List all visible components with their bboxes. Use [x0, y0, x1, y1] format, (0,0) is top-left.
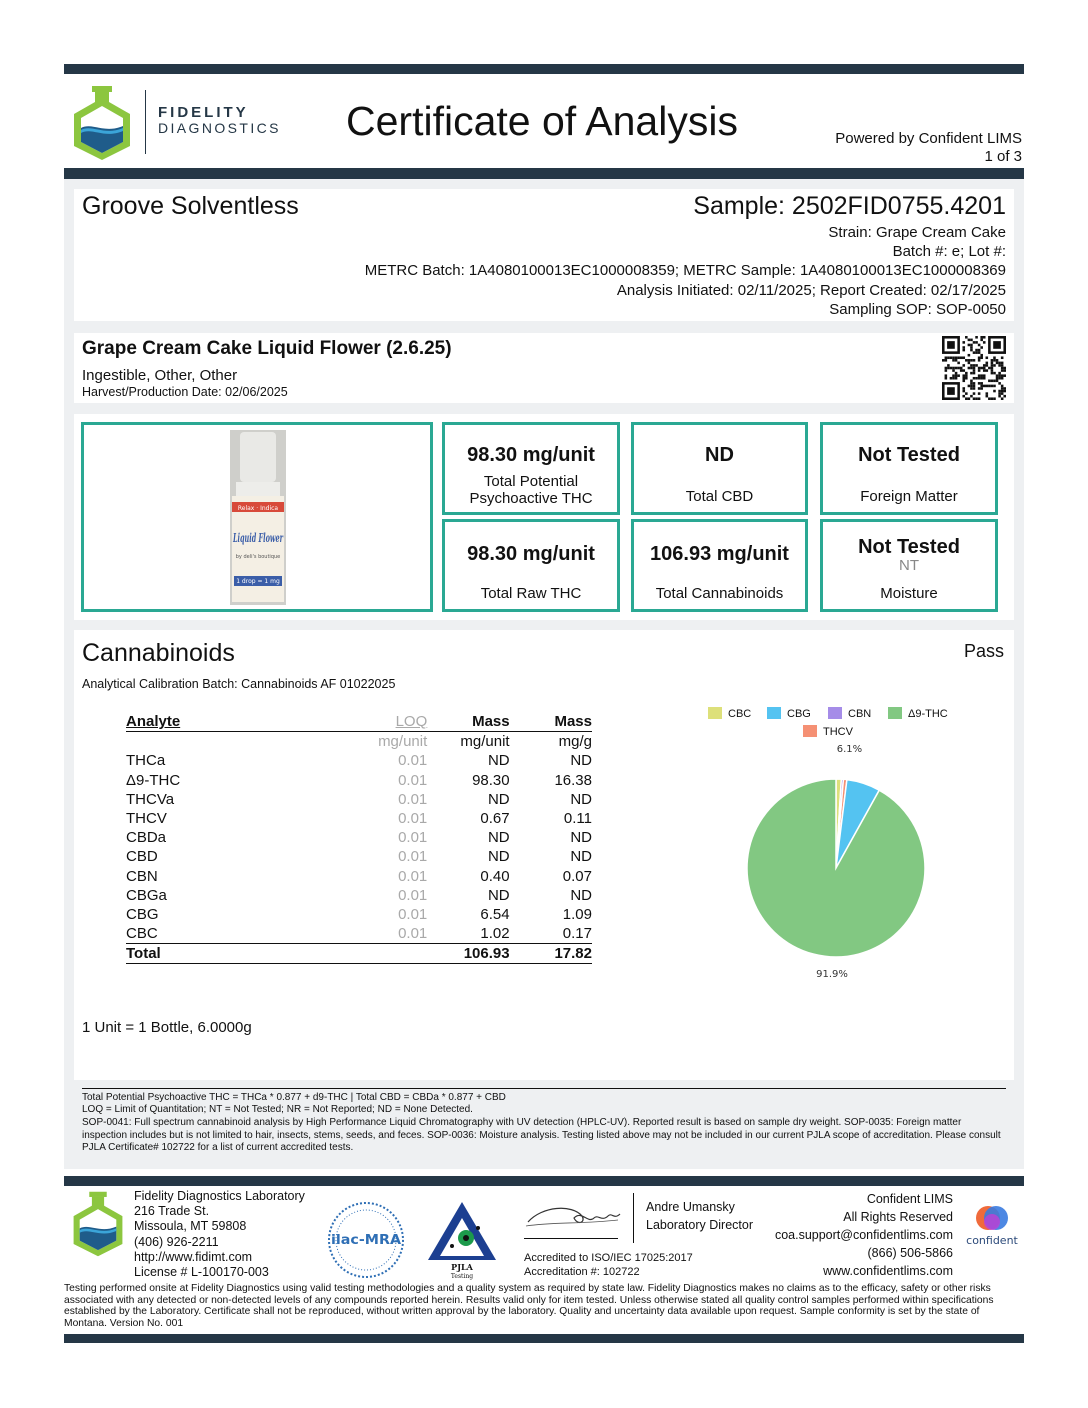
- mass-unit-cell: ND: [487, 752, 510, 770]
- summary-value: 98.30 mg/unit: [467, 543, 595, 565]
- page-title: Certificate of Analysis: [346, 98, 738, 144]
- analysis-dates: Analysis Initiated: 02/11/2025; Report Created: 02/17/2025: [616, 282, 1006, 299]
- loq-cell: 0.01: [398, 905, 428, 923]
- pjla-sub-text: Testing: [450, 1273, 474, 1280]
- powered-by: Powered by Confident LIMS: [835, 130, 1022, 147]
- strain: Strain: Grape Cream Cake: [828, 224, 1006, 241]
- flask-logo-small-icon: [70, 1190, 126, 1258]
- mass-unit-cell: ND: [487, 848, 510, 866]
- table-row: [126, 905, 592, 924]
- note-abbreviations: LOQ = Limit of Quantitation; NT = Not Tested; NR = Not Reported; ND = None Detected.: [82, 1104, 473, 1115]
- column-header: LOQ: [297, 712, 428, 732]
- legend-item: [888, 707, 948, 720]
- lims-rights: All Rights Reserved: [843, 1210, 953, 1224]
- ilac-mra-logo: [326, 1200, 406, 1280]
- legend-item: [708, 707, 751, 720]
- loq-cell: 0.01: [398, 771, 428, 789]
- column-header: Analyte: [126, 712, 297, 732]
- summary-label: Total CBD: [685, 488, 754, 505]
- mass-g-cell: 16.38: [554, 771, 592, 789]
- summary-label: Total Cannabinoids: [655, 585, 784, 602]
- product-bottle-image: [230, 430, 286, 605]
- lab-license: License # L-100170-003: [134, 1265, 269, 1280]
- summary-value: 98.30 mg/unit: [467, 444, 595, 466]
- bottom-bar: [64, 1334, 1024, 1343]
- mass-g-cell: mg/g: [558, 733, 592, 751]
- pie-slice-9thc: [747, 779, 925, 957]
- legend-swatch: [767, 707, 781, 719]
- mass-g-cell: 0.11: [563, 810, 592, 828]
- summary-total-cannabinoids: [631, 519, 808, 612]
- mass-g-cell: 0.17: [562, 925, 592, 943]
- flask-logo-icon: [70, 84, 134, 162]
- lims-contact: [775, 1190, 953, 1280]
- table-row: [126, 886, 592, 905]
- bottle-dose-text: 1 drop = 1 mg: [236, 578, 280, 585]
- mass-unit-cell: ND: [487, 886, 510, 904]
- cannabinoids-status: Pass: [963, 641, 1004, 661]
- loq-cell: 0.01: [398, 790, 428, 808]
- summary-value: Not Tested: [858, 536, 960, 558]
- summary-value: Not Tested: [858, 444, 960, 466]
- harvest-date: Harvest/Production Date: 02/06/2025: [82, 385, 288, 399]
- lims-phone: (866) 506-5866: [867, 1246, 953, 1260]
- client-name: Groove Solventless: [82, 192, 299, 220]
- table-row: [126, 790, 592, 809]
- top-bar: [64, 64, 1024, 74]
- mass-g-cell: 1.09: [562, 905, 592, 923]
- analyte-cell: CBDa: [126, 829, 167, 847]
- note-methods: SOP-0041: Full spectrum cannabinoid analysis by High Performance Liquid Chromatography with UV detection (HPLC-UV). Reported result is based on sample dry weight. SOP-0035: Foreign matter inspection includes but is not limited to hair, insects, stems, seeds, and feces. SOP-0036: Moisture analysis. Testing listed above may not be included in our current PJLA scope of accreditation. Please consult PJLA Certificate# 102722 for a list of current accredited tests.: [82, 1117, 1001, 1153]
- brand-name-top: FIDELITY: [158, 104, 249, 121]
- mass-unit-cell: 0.40: [480, 867, 510, 885]
- units-row: [126, 732, 592, 752]
- sampling-sop: Sampling SOP: SOP-0050: [829, 301, 1006, 318]
- page-number: 1 of 3: [984, 148, 1022, 165]
- mass-unit-cell: 106.93: [427, 944, 509, 964]
- loq-cell: 0.01: [398, 886, 428, 904]
- total-row: [126, 944, 592, 964]
- product-type: Ingestible, Other, Other: [82, 367, 238, 384]
- legend-label: THCV: [823, 726, 853, 738]
- summary-label: Total Raw THC: [480, 585, 582, 602]
- legend-label: CBN: [848, 708, 872, 720]
- bottle-top-text: Relax · Indica: [237, 505, 279, 512]
- lab-city: Missoula, MT 59808: [134, 1219, 247, 1234]
- legend-label: Δ9-THC: [908, 708, 948, 720]
- analyte-cell: [126, 732, 297, 752]
- legend-item: [828, 707, 871, 720]
- pjla-text: PJLA: [451, 1262, 473, 1272]
- table-row: [126, 771, 592, 790]
- summary-label: Total Potential Psychoactive THC: [469, 473, 593, 507]
- analyte-cell: CBC: [126, 925, 158, 943]
- bottle-brand-text: Liquid Flower: [232, 531, 284, 545]
- pjla-logo: [426, 1198, 500, 1280]
- table-row: [126, 828, 592, 847]
- table-header-row: [126, 712, 592, 732]
- mass-unit-cell: 0.67: [480, 810, 510, 828]
- legend-swatch: [803, 725, 817, 737]
- column-header: Mass: [427, 712, 509, 732]
- legend-label: CBC: [728, 708, 752, 720]
- summary-total-raw-thc: [442, 519, 620, 612]
- loq-cell: 0.01: [398, 925, 428, 943]
- legend-label: CBG: [787, 708, 811, 720]
- cannabinoids-table: [126, 712, 592, 964]
- loq-cell: [297, 944, 428, 964]
- analyte-cell: CBN: [126, 867, 158, 885]
- legend-swatch: [708, 707, 722, 719]
- confident-logo: [962, 1202, 1022, 1250]
- lab-street: 216 Trade St.: [134, 1204, 210, 1219]
- table-row: [126, 924, 592, 944]
- mass-g-cell: ND: [570, 790, 592, 808]
- mass-g-cell: 17.82: [510, 944, 592, 964]
- analyte-cell: CBGa: [126, 886, 167, 904]
- analyte-cell: CBD: [126, 848, 158, 866]
- unit-note: 1 Unit = 1 Bottle, 6.0000g: [82, 1019, 252, 1036]
- pie-data-label: 91.9%: [816, 969, 848, 980]
- lab-website[interactable]: http://www.fidimt.com: [134, 1249, 253, 1264]
- signature-divider: [633, 1193, 634, 1243]
- lab-phone: (406) 926-2211: [134, 1234, 219, 1249]
- loq-cell: mg/unit: [378, 733, 428, 751]
- summary-total-cbd: [631, 422, 808, 515]
- lab-address: [134, 1189, 305, 1280]
- signer-title: Laboratory Director: [646, 1218, 753, 1232]
- loq-cell: 0.01: [398, 752, 428, 770]
- analyte-cell: Δ9-THC: [126, 771, 181, 789]
- note-formulas: Total Potential Psychoactive THC = THCa * 0.877 + d9-THC | Total CBD = CBDa * 0.877 + CBD: [82, 1092, 506, 1103]
- pie-data-label: 6.1%: [836, 743, 863, 755]
- lims-website[interactable]: www.confidentlims.com: [823, 1264, 953, 1278]
- mass-unit-cell: ND: [487, 790, 510, 808]
- table-row: [126, 847, 592, 866]
- loq-cell: 0.01: [398, 810, 428, 828]
- notes-rule: [82, 1088, 1006, 1089]
- mass-g-cell: ND: [570, 752, 592, 770]
- legend-item: [767, 707, 811, 720]
- mass-unit-cell: 1.02: [480, 925, 510, 943]
- analyte-cell: Total: [126, 944, 297, 964]
- analyte-cell: THCa: [126, 752, 166, 770]
- analyte-cell: THCV: [126, 810, 167, 828]
- summary-moisture: [820, 519, 998, 612]
- metrc-info: METRC Batch: 1A4080100013EC1000008359; METRC Sample: 1A4080100013EC1000008369: [364, 262, 1006, 279]
- summary-foreign-matter: [820, 422, 998, 515]
- disclaimer: Testing performed onsite at Fidelity Diagnostics using valid testing methodologies and a quality system as required by state law. Fidelity Diagnostics makes no claims as to the efficacy, safety or other risks associated with any detected or non-detected levels of any compounds reported herein. Results valid only for item tested. Unless otherwise stated all quality control samples performed within specifications established by the Laboratory. Certificate shall not be reproduced, without written approval by the laboratory. Quality and uncertainty data available upon request. Sample conformity is set by the state of Montana. Version No. 001: [64, 1283, 994, 1329]
- lab-name: Fidelity Diagnostics Laboratory: [134, 1189, 305, 1203]
- analyte-cell: THCVa: [126, 790, 175, 808]
- batch: Batch #: e; Lot #:: [892, 243, 1006, 260]
- brand-divider: [145, 90, 146, 154]
- footer-top-bar: [64, 1176, 1024, 1186]
- legend-swatch: [888, 707, 902, 719]
- director-signature: [522, 1196, 626, 1236]
- column-header: Mass: [510, 712, 592, 732]
- signature-line: [524, 1238, 618, 1239]
- lims-name: Confident LIMS: [866, 1192, 953, 1206]
- accreditation: Accredited to ISO/IEC 17025:2017: [524, 1252, 693, 1264]
- mass-unit-cell: mg/unit: [460, 733, 510, 751]
- analyte-cell: CBG: [126, 905, 159, 923]
- accreditation-number: Accreditation #: 102722: [524, 1266, 640, 1278]
- summary-sub: NT: [899, 557, 919, 574]
- table-row: [126, 867, 592, 886]
- brand-name-bottom: DIAGNOSTICS: [158, 120, 281, 136]
- lims-email[interactable]: coa.support@confidentlims.com: [774, 1228, 953, 1242]
- cannabinoid-pie-chart: [700, 745, 1000, 990]
- table-row: [126, 751, 592, 770]
- mass-g-cell: ND: [570, 848, 592, 866]
- table-row: [126, 809, 592, 828]
- bottle-sub-text: by deli's boutique: [235, 554, 281, 560]
- mass-g-cell: 0.07: [562, 867, 592, 885]
- mass-unit-cell: ND: [487, 829, 510, 847]
- mass-g-cell: ND: [570, 886, 592, 904]
- cannabinoids-title: Cannabinoids: [82, 639, 235, 667]
- summary-total-psychoactive-thc: [442, 422, 620, 515]
- loq-cell: 0.01: [398, 829, 428, 847]
- legend-item: [803, 725, 853, 738]
- summary-label: Moisture: [880, 585, 938, 602]
- mass-g-cell: ND: [570, 829, 592, 847]
- header-bottom-bar: [64, 168, 1024, 179]
- summary-value: ND: [705, 444, 734, 466]
- signer-name: Andre Umansky: [646, 1200, 735, 1214]
- confident-text: confident: [966, 1234, 1018, 1247]
- product-name: Grape Cream Cake Liquid Flower (2.6.25): [82, 338, 452, 359]
- calibration-batch: Analytical Calibration Batch: Cannabinoids AF 01022025: [82, 677, 396, 691]
- sample-id: Sample: 2502FID0755.4201: [693, 192, 1006, 220]
- mass-unit-cell: 6.54: [480, 905, 510, 923]
- mass-unit-cell: 98.30: [472, 771, 510, 789]
- ilac-text: ilac-MRA: [331, 1233, 401, 1248]
- qr-code-icon[interactable]: [942, 336, 1006, 400]
- loq-cell: 0.01: [398, 867, 428, 885]
- summary-label: Foreign Matter: [860, 488, 958, 505]
- loq-cell: 0.01: [398, 848, 428, 866]
- summary-value: 106.93 mg/unit: [650, 543, 789, 565]
- legend-swatch: [828, 707, 842, 719]
